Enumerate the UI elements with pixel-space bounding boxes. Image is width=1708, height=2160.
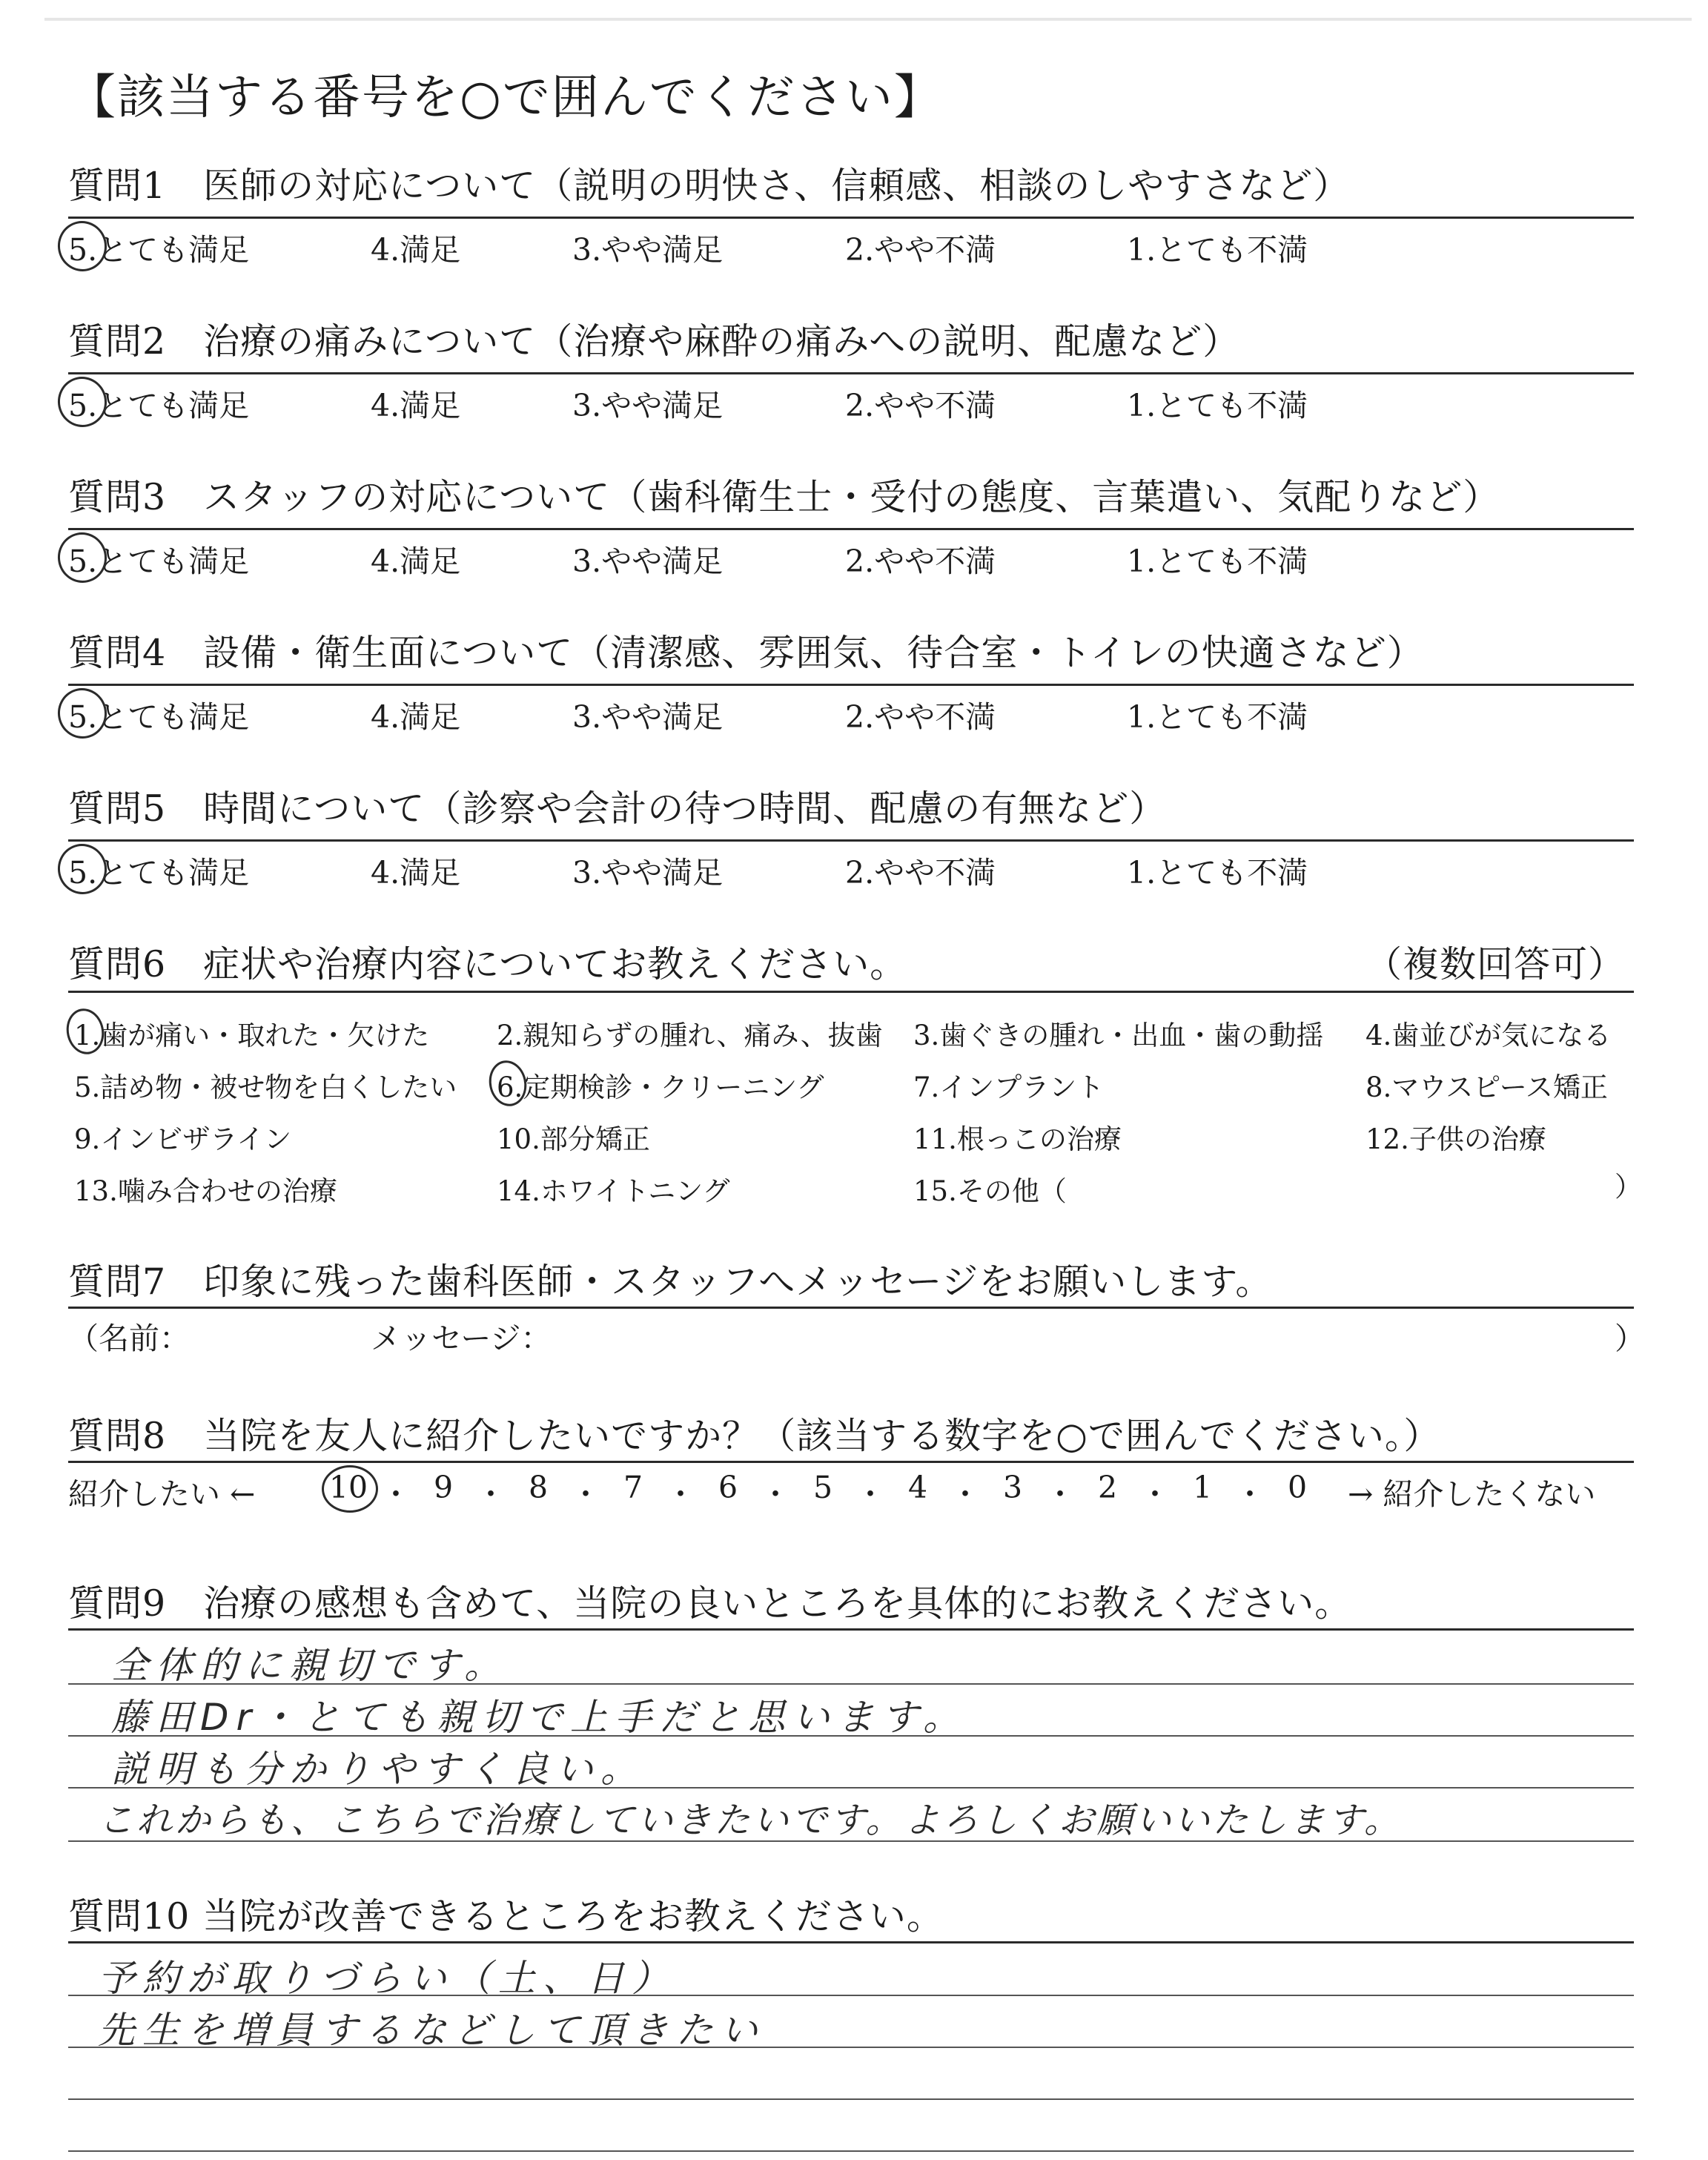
q6-option-9[interactable]: 9.インビザライン: [74, 1123, 292, 1155]
q10-answer-2: 先生を増員するなどして頂きたい: [98, 2009, 765, 2052]
q8-title: 質問8 当院を友人に紹介したいですか？（該当する数字を○で囲んでください。）: [68, 1415, 1441, 1457]
q9-answer-3: 説明も分かりやすく良い。: [111, 1748, 645, 1791]
q3-option-1[interactable]: 1.とても不満: [1127, 544, 1308, 579]
q8-scale-6[interactable]: 6: [718, 1470, 738, 1505]
q8-separator: ・: [760, 1476, 791, 1512]
instruction-heading: 【該当する番号を○で囲んでください】: [68, 70, 943, 125]
q2-option-3[interactable]: 3.やや満足: [572, 388, 724, 423]
q8-separator: ・: [475, 1476, 506, 1512]
q4-option-2[interactable]: 2.やや不満: [845, 699, 996, 735]
q5-option-2[interactable]: 2.やや不満: [845, 855, 996, 891]
q6-option-15[interactable]: 15.その他（: [913, 1175, 1067, 1207]
q8-separator: ・: [1139, 1476, 1171, 1512]
q6-option-14[interactable]: 14.ホワイトニング: [497, 1175, 730, 1207]
q8-separator: ・: [950, 1476, 981, 1512]
q8-scale-8[interactable]: 8: [528, 1470, 549, 1505]
q8-separator: ・: [1234, 1476, 1265, 1512]
q2-option-1[interactable]: 1.とても不満: [1127, 388, 1308, 423]
q6-rule: [68, 991, 1634, 993]
q3-option-2[interactable]: 2.やや不満: [845, 544, 996, 579]
q8-scale-1[interactable]: 1: [1192, 1470, 1213, 1505]
q7-rule: [68, 1307, 1634, 1309]
q8-separator: ・: [380, 1476, 411, 1512]
q9-answer-4: これからも、こちらで治療していきたいです。よろしくお願いいたします。: [98, 1800, 1403, 1841]
q1-option-4[interactable]: 4.満足: [371, 232, 461, 268]
q6-option-13[interactable]: 13.噛み合わせの治療: [74, 1175, 337, 1207]
q7-message-label[interactable]: メッセージ：: [371, 1321, 552, 1356]
q8-scale-4[interactable]: 4: [907, 1470, 928, 1505]
q1-option-2[interactable]: 2.やや不満: [845, 232, 996, 268]
q3-option-3[interactable]: 3.やや満足: [572, 544, 724, 579]
q10-answer-rule-3: [68, 2098, 1634, 2100]
q2-option-2[interactable]: 2.やや不満: [845, 388, 996, 423]
q10-answer-rule-4: [68, 2150, 1634, 2152]
q8-separator: ・: [1045, 1476, 1076, 1512]
q8-scale-7[interactable]: 7: [623, 1470, 643, 1505]
q6-title: 質問6 症状や治療内容についてお教えください。: [68, 943, 907, 985]
q10-title: 質問10 当院が改善できるところをお教えください。: [68, 1895, 944, 1938]
q6-option-12[interactable]: 12.子供の治療: [1366, 1123, 1546, 1155]
q6-option-6[interactable]: 6.定期検診・クリーニング: [497, 1071, 824, 1103]
q9-answer-2: 藤田Dr・とても親切で上手だと思います。: [111, 1696, 968, 1739]
q10-rule: [68, 1941, 1634, 1943]
q1-option-3[interactable]: 3.やや満足: [572, 232, 724, 268]
q8-scale-5[interactable]: 5: [812, 1470, 833, 1505]
q6-option-4[interactable]: 4.歯並びが気になる: [1366, 1020, 1612, 1051]
q9-answer-1: 全体的に親切です。: [111, 1644, 509, 1687]
q6-option-11[interactable]: 11.根っこの治療: [913, 1123, 1122, 1155]
q3-option-4[interactable]: 4.満足: [371, 544, 461, 579]
q8-separator: ・: [855, 1476, 886, 1512]
q5-rule: [68, 839, 1634, 842]
q2-title: 質問2 治療の痛みについて（治療や麻酔の痛みへの説明、配慮など）: [68, 320, 1240, 363]
q8-scale-10[interactable]: 10: [328, 1470, 368, 1505]
q4-option-4[interactable]: 4.満足: [371, 699, 461, 735]
q6-option-7[interactable]: 7.インプラント: [913, 1071, 1105, 1103]
q8-separator: ・: [570, 1476, 601, 1512]
q8-left-label: 紹介したい ←: [68, 1476, 256, 1512]
q10-answer-1: 予約が取りづらい（土、日）: [98, 1957, 676, 2000]
q9-rule: [68, 1628, 1634, 1631]
q1-rule: [68, 217, 1634, 219]
q5-option-5[interactable]: 5.とても満足: [68, 855, 250, 891]
q4-rule: [68, 684, 1634, 686]
q5-option-4[interactable]: 4.満足: [371, 855, 461, 891]
q5-option-1[interactable]: 1.とても不満: [1127, 855, 1308, 891]
q8-scale-0[interactable]: 0: [1287, 1470, 1308, 1505]
q7-title: 質問7 印象に残った歯科医師・スタッフへメッセージをお願いします。: [68, 1261, 1273, 1303]
q9-title: 質問9 治療の感想も含めて、当院の良いところを具体的にお教えください。: [68, 1582, 1352, 1625]
q6-option-5[interactable]: 5.詰め物・被せ物を白くしたい: [74, 1071, 457, 1103]
q3-option-5[interactable]: 5.とても満足: [68, 544, 250, 579]
q4-option-1[interactable]: 1.とても不満: [1127, 699, 1308, 735]
q1-option-1[interactable]: 1.とても不満: [1127, 232, 1308, 268]
q8-scale-2[interactable]: 2: [1097, 1470, 1118, 1505]
q2-option-4[interactable]: 4.満足: [371, 388, 461, 423]
q2-rule: [68, 372, 1634, 374]
q7-close-paren: ）: [1615, 1321, 1645, 1356]
q5-option-3[interactable]: 3.やや満足: [572, 855, 724, 891]
q4-title: 質問4 設備・衛生面について（清潔感、雰囲気、待合室・トイレの快適さなど）: [68, 632, 1424, 674]
q8-scale-9[interactable]: 9: [433, 1470, 454, 1505]
q8-selection-circle: [322, 1465, 378, 1513]
q6-note: （複数回答可）: [1366, 943, 1626, 985]
q6-option-8[interactable]: 8.マウスピース矯正: [1366, 1071, 1608, 1103]
q8-right-label: → 紹介したくない: [1348, 1476, 1596, 1512]
q6-option-1[interactable]: 1.歯が痛い・取れた・欠けた: [74, 1020, 430, 1051]
q3-rule: [68, 528, 1634, 530]
q7-name-label[interactable]: （名前：: [68, 1321, 190, 1356]
q3-title: 質問3 スタッフの対応について（歯科衛生士・受付の態度、言葉遣い、気配りなど）: [68, 476, 1500, 518]
q6-option-3[interactable]: 3.歯ぐきの腫れ・出血・歯の動揺: [913, 1020, 1324, 1051]
q8-separator: ・: [665, 1476, 696, 1512]
q6-other-close-paren: ）: [1615, 1171, 1642, 1203]
q8-rule: [68, 1461, 1634, 1463]
scan-top-edge: [44, 18, 1692, 21]
q1-option-5[interactable]: 5.とても満足: [68, 232, 250, 268]
q6-option-2[interactable]: 2.親知らずの腫れ、痛み、抜歯: [497, 1020, 883, 1051]
q4-option-3[interactable]: 3.やや満足: [572, 699, 724, 735]
q2-option-5[interactable]: 5.とても満足: [68, 388, 250, 423]
q8-scale-3[interactable]: 3: [1002, 1470, 1023, 1505]
q4-option-5[interactable]: 5.とても満足: [68, 699, 250, 735]
q6-option-10[interactable]: 10.部分矯正: [497, 1123, 650, 1155]
q5-title: 質問5 時間について（診察や会計の待つ時間、配慮の有無など）: [68, 787, 1167, 830]
q1-title: 質問1 医師の対応について（説明の明快さ、信頼感、相談のしやすさなど）: [68, 165, 1351, 207]
